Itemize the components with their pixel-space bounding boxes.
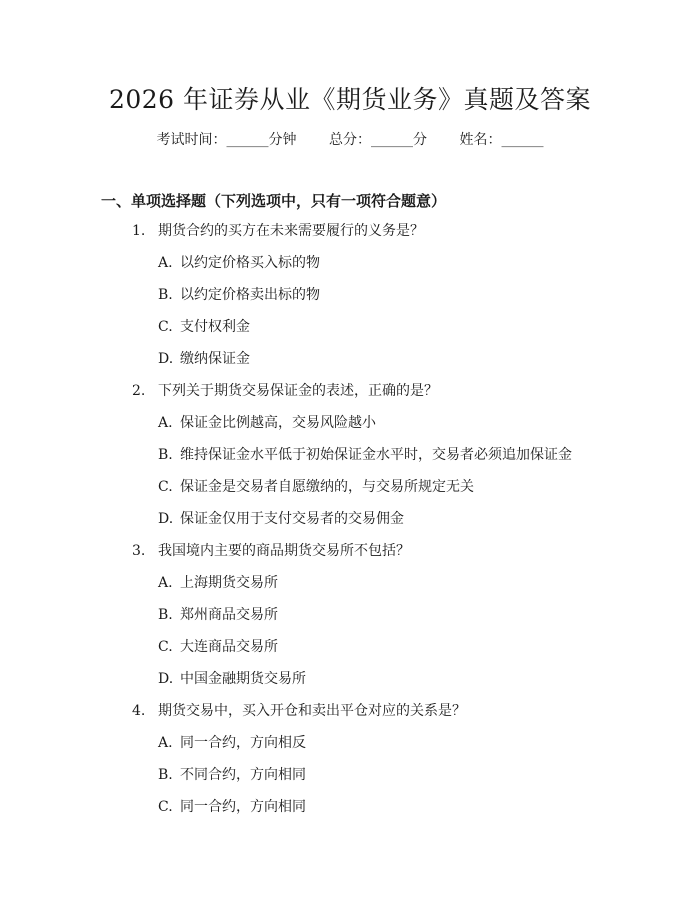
option-letter: C. xyxy=(158,319,173,335)
exam-meta xyxy=(0,130,700,150)
question-1 xyxy=(132,221,424,241)
question-1-option-a xyxy=(158,253,320,273)
question-3-option-b xyxy=(158,605,278,625)
question-3 xyxy=(132,541,410,561)
option-text: 同一合约，方向相反 xyxy=(180,735,306,751)
option-letter: A. xyxy=(158,575,173,591)
option-text: 维持保证金水平低于初始保证金水平时，交易者必须追加保证金 xyxy=(180,447,572,463)
section-heading: 一、单项选择题（下列选项中，只有一项符合题意） xyxy=(101,192,447,210)
question-number: 1. xyxy=(132,223,146,239)
question-text: 下列关于期货交易保证金的表述，正确的是？ xyxy=(158,383,438,399)
option-text: 同一合约，方向相同 xyxy=(180,799,306,815)
page-title: 2026 年证券从业《期货业务》真题及答案 xyxy=(108,85,592,114)
question-2-option-a xyxy=(158,413,376,433)
option-text: 郑州商品交易所 xyxy=(180,607,278,623)
question-3-option-c xyxy=(158,637,278,657)
student-name-field: 姓名：______ xyxy=(459,132,544,148)
question-text: 期货合约的买方在未来需要履行的义务是？ xyxy=(158,223,424,239)
option-letter: B. xyxy=(158,447,173,463)
option-text: 缴纳保证金 xyxy=(180,351,250,367)
option-letter: B. xyxy=(158,287,173,303)
option-text: 保证金仅用于支付交易者的交易佣金 xyxy=(180,511,404,527)
question-3-option-a xyxy=(158,573,278,593)
option-letter: A. xyxy=(158,415,173,431)
question-1-option-b xyxy=(158,285,320,305)
question-2-option-c xyxy=(158,477,474,497)
option-text: 保证金比例越高，交易风险越小 xyxy=(180,415,376,431)
option-text: 保证金是交易者自愿缴纳的，与交易所规定无关 xyxy=(180,479,474,495)
question-text: 我国境内主要的商品期货交易所不包括？ xyxy=(158,543,410,559)
question-3-option-d xyxy=(158,669,306,689)
question-2-option-d xyxy=(158,509,404,529)
option-letter: D. xyxy=(158,671,174,687)
option-text: 以约定价格买入标的物 xyxy=(180,255,320,271)
exam-time-field: 考试时间：______分钟 xyxy=(156,132,297,148)
option-text: 支付权利金 xyxy=(180,319,250,335)
option-letter: C. xyxy=(158,799,173,815)
question-1-option-c xyxy=(158,317,250,337)
question-number: 4. xyxy=(132,703,146,719)
question-4-option-b xyxy=(158,765,306,785)
question-2-option-b xyxy=(158,445,572,465)
total-score-field: 总分：______分 xyxy=(329,132,427,148)
question-4 xyxy=(132,701,466,721)
option-letter: C. xyxy=(158,479,173,495)
option-letter: A. xyxy=(158,255,173,271)
question-text: 期货交易中，买入开仓和卖出平仓对应的关系是？ xyxy=(158,703,466,719)
option-text: 以约定价格卖出标的物 xyxy=(180,287,320,303)
question-number: 2. xyxy=(132,383,146,399)
question-4-option-a xyxy=(158,733,306,753)
question-2 xyxy=(132,381,438,401)
option-letter: D. xyxy=(158,351,174,367)
option-letter: B. xyxy=(158,607,173,623)
option-letter: A. xyxy=(158,735,173,751)
option-text: 上海期货交易所 xyxy=(180,575,278,591)
option-letter: C. xyxy=(158,639,173,655)
option-text: 不同合约，方向相同 xyxy=(180,767,306,783)
option-text: 中国金融期货交易所 xyxy=(180,671,306,687)
question-4-option-c xyxy=(158,797,306,817)
option-text: 大连商品交易所 xyxy=(180,639,278,655)
question-number: 3. xyxy=(132,543,146,559)
option-letter: B. xyxy=(158,767,173,783)
question-1-option-d xyxy=(158,349,250,369)
option-letter: D. xyxy=(158,511,174,527)
